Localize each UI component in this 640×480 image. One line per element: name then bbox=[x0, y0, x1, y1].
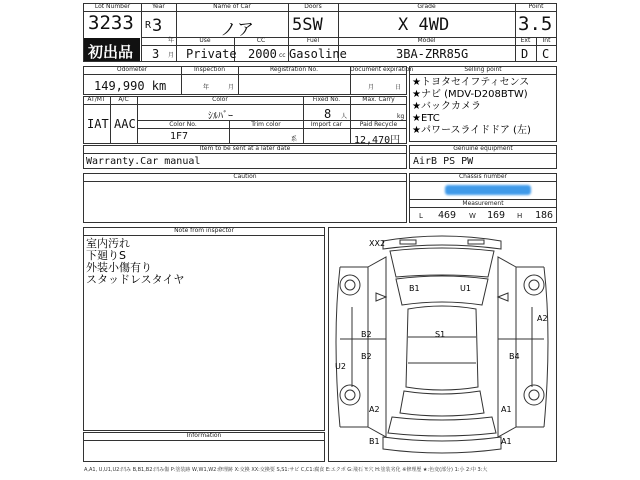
inspector-note: 室内汚れ bbox=[86, 237, 130, 250]
doors: 5SW bbox=[292, 15, 323, 35]
import-car-label: Import car bbox=[310, 121, 343, 128]
int-label: Int bbox=[542, 37, 551, 44]
equipment: AirB PS PW bbox=[413, 156, 474, 167]
month-unit: 月 bbox=[168, 52, 175, 59]
registration-label: Registration No. bbox=[269, 66, 319, 73]
width-label: W bbox=[469, 212, 476, 220]
damage-mark: B2 bbox=[361, 330, 372, 339]
headlight-right bbox=[468, 240, 484, 244]
wheel-front-right bbox=[524, 275, 544, 295]
model: 3BA-ZRR85G bbox=[396, 47, 469, 61]
trim-color-unit: 系 bbox=[291, 136, 298, 143]
equipment-label: Genuine equipment bbox=[453, 145, 513, 152]
damage-mark: B1 bbox=[369, 437, 380, 446]
document-day-unit: 日 bbox=[395, 84, 402, 91]
grade: X 4WD bbox=[398, 15, 450, 35]
inspector-label: Note from inspector bbox=[174, 227, 234, 234]
fuel: Gasoline bbox=[289, 47, 347, 61]
color-number: 1F7 bbox=[170, 131, 189, 142]
use-label: Use bbox=[199, 37, 211, 44]
damage-mark: U2 bbox=[335, 362, 346, 371]
width-value: 169 bbox=[487, 210, 506, 221]
selling-point-item: ★ナビ (MDV-D208BTW) bbox=[412, 89, 528, 100]
fixed-no-label: Fixed No. bbox=[312, 96, 341, 103]
transmission: IAT bbox=[87, 117, 109, 131]
trim-color-label: Trim color bbox=[251, 121, 281, 128]
ext-grade: D bbox=[521, 47, 529, 61]
inspector-note: 下廻りS bbox=[86, 249, 126, 262]
damage-mark: A1 bbox=[501, 405, 512, 414]
chassis-redaction bbox=[445, 185, 531, 195]
first-listing-tag: 初出品 bbox=[88, 43, 134, 61]
color-no-label: Color No. bbox=[169, 121, 197, 128]
point: 3.5 bbox=[518, 13, 553, 35]
odometer: 149,990 km bbox=[94, 79, 167, 93]
inspector-notes bbox=[86, 238, 184, 286]
document-month-unit: 月 bbox=[368, 84, 375, 91]
car-name-label: Name of Car bbox=[213, 3, 251, 10]
inspection-label: Inspection bbox=[194, 66, 225, 73]
length-value: 469 bbox=[438, 210, 457, 221]
damage-mark: A2 bbox=[537, 314, 548, 323]
inspector-note: 外装小傷有り bbox=[86, 261, 152, 274]
selling-point-list bbox=[412, 77, 531, 137]
damage-mark: A2 bbox=[369, 405, 380, 414]
month-number: 3 bbox=[152, 47, 160, 61]
odometer-label: Odometer bbox=[116, 66, 148, 73]
paid-recycle-label: Paid Recycle bbox=[359, 121, 398, 128]
wheel-rear-left bbox=[340, 385, 360, 405]
wheel-rear-right bbox=[524, 385, 544, 405]
max-carry-label: Max. Carry bbox=[362, 96, 395, 103]
paid-recycle: 12,470円 bbox=[354, 135, 401, 146]
damage-mark: A1 bbox=[501, 437, 512, 446]
lot-number-label: Lot Number bbox=[94, 3, 131, 10]
max-carry-unit: kg bbox=[397, 113, 405, 120]
int-grade: C bbox=[542, 47, 550, 61]
height-label: H bbox=[517, 212, 523, 220]
fuel-label: Fuel bbox=[306, 37, 320, 44]
height-value: 186 bbox=[535, 210, 554, 221]
grade-label: Grade bbox=[417, 3, 436, 10]
damage-mark: XX2 bbox=[369, 239, 386, 248]
selling-point-label: Selling point bbox=[464, 66, 502, 73]
car-diagram bbox=[328, 227, 557, 462]
cc-unit: cc bbox=[279, 52, 286, 59]
fixed-unit: 人 bbox=[341, 113, 348, 120]
measurement-label: Measurement bbox=[462, 200, 504, 207]
year-era: R bbox=[145, 20, 152, 31]
model-label: Model bbox=[417, 37, 436, 44]
chassis-label: Chassis number bbox=[458, 173, 508, 180]
damage-mark: B4 bbox=[509, 352, 520, 361]
damage-mark: U1 bbox=[460, 284, 471, 293]
fixed-number: 8 bbox=[324, 107, 332, 121]
point-label: Point bbox=[528, 3, 544, 10]
selling-point-item: ★バックカメラ bbox=[412, 101, 481, 112]
ext-label: Ext bbox=[520, 37, 531, 44]
inspection-month-unit: 月 bbox=[228, 84, 235, 91]
air-conditioning: AAC bbox=[114, 117, 136, 131]
use: Private bbox=[186, 47, 237, 61]
color: ｼﾙﾊﾞｰ bbox=[208, 111, 233, 122]
selling-point-item: ★トヨタセイフティセンス bbox=[412, 77, 530, 88]
caution-label: Caution bbox=[233, 173, 257, 180]
year-label: Year bbox=[152, 3, 165, 10]
cc-label: CC bbox=[256, 37, 266, 44]
year-number: 3 bbox=[152, 16, 163, 36]
selling-point-item: ★パワースライドドア (左) bbox=[412, 125, 531, 136]
length-label: L bbox=[419, 212, 423, 220]
document-expiry-label: Document expiration bbox=[350, 66, 414, 73]
information-label: Information bbox=[186, 432, 222, 439]
color-label: Color bbox=[212, 96, 228, 103]
inspector-note: スタッドレスタイヤ bbox=[86, 273, 185, 286]
damage-mark: B2 bbox=[361, 352, 372, 361]
wheel-front-left bbox=[340, 275, 360, 295]
damage-mark: B1 bbox=[409, 284, 420, 293]
atmt-label: AT/MT bbox=[87, 96, 106, 103]
selling-point-item: ★ETC bbox=[412, 113, 440, 124]
later-items-label: Item to be sent at a later date bbox=[199, 145, 291, 152]
year-unit: 年 bbox=[168, 37, 175, 44]
damage-mark: S1 bbox=[435, 330, 446, 339]
headlight-left bbox=[400, 240, 416, 244]
lot-number: 3233 bbox=[88, 12, 134, 34]
inspection-year-unit: 年 bbox=[203, 84, 210, 91]
doors-label: Doors bbox=[304, 3, 322, 10]
damage-legend: A,A1, U,U1,U2:凹み B,B1,B2:凹み傷 P:塗装跡 W,W1,W2:修理跡 X:交換 XX:交換要 S,S1:サビ C,C1:腐食 E:エクボ G:飛石 Y:穴 H:塗装劣化 ※修理歴 ★:色変(部分) 1:小 2:中 3:大 bbox=[84, 467, 488, 473]
car-name: ノア bbox=[220, 20, 254, 40]
cc: 2000 bbox=[248, 47, 277, 61]
later-items: Warranty.Car manual bbox=[86, 156, 201, 167]
ac-label: A/C bbox=[118, 96, 129, 103]
